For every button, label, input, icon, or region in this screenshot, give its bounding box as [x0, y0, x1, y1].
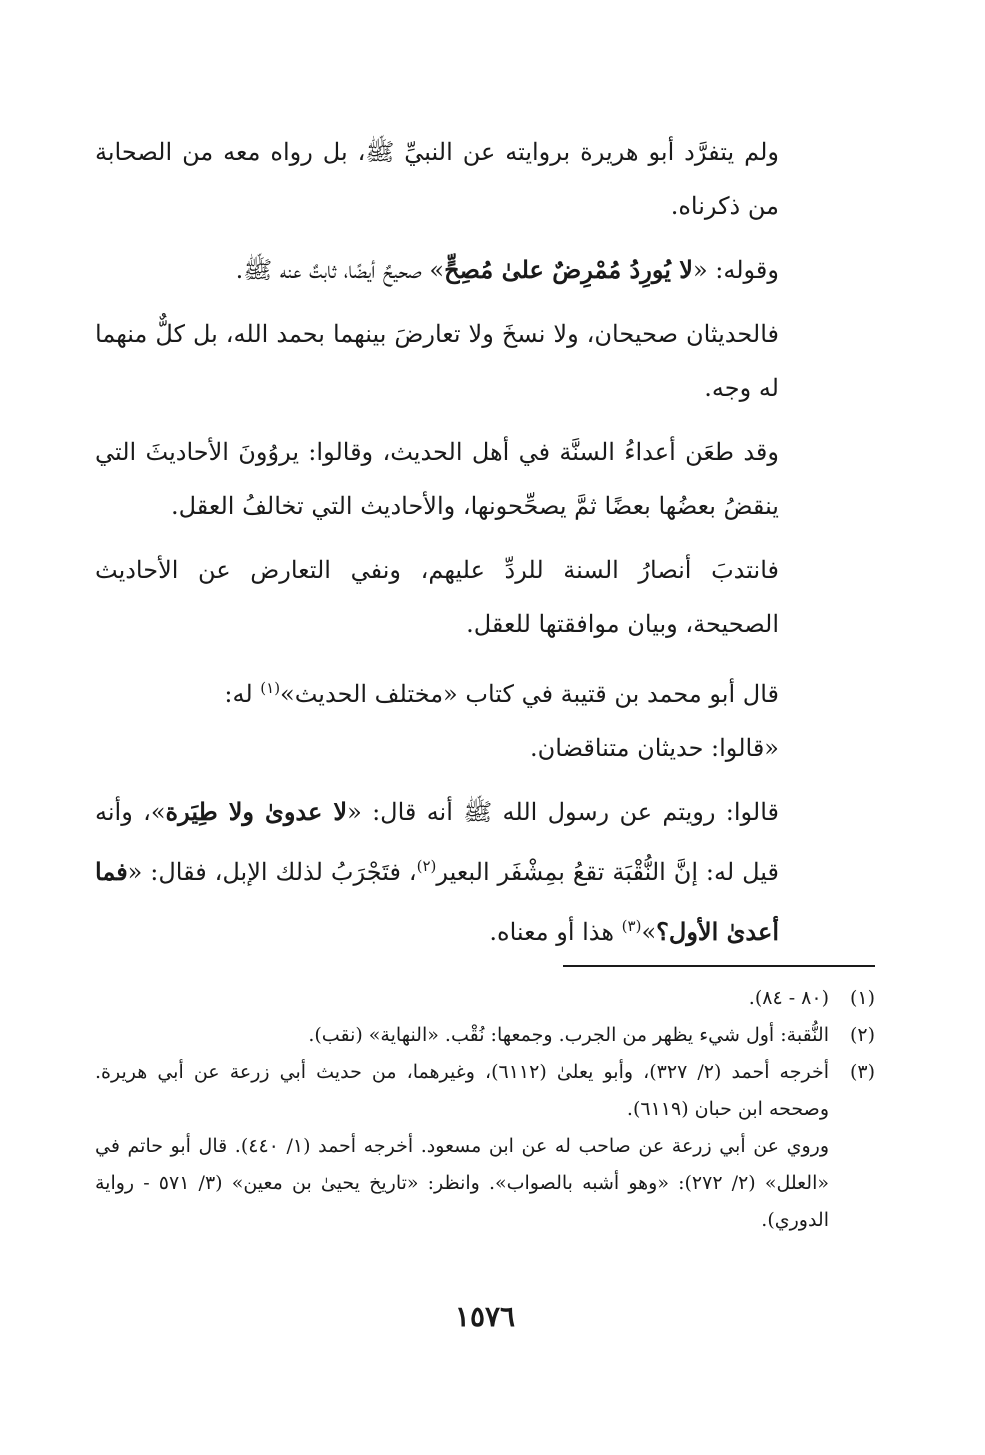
footnote-2 [95, 1017, 875, 1054]
paragraph-5 [95, 543, 875, 651]
paragraph-8-d: » [641, 918, 657, 946]
paragraph-7 [95, 721, 875, 775]
footnote-text: النُّقبة: أول شيء يظهر من الجرب. وجمعها: نُقْب. «النهاية» (نقب). [308, 1024, 829, 1046]
footnote-1 [95, 980, 875, 1017]
paragraph-6 [95, 661, 875, 721]
paragraph-2-lead: وقوله: « [692, 256, 779, 284]
footnote-text: (٨٠ - ٨٤). [748, 987, 829, 1009]
footnote-separator [563, 965, 875, 967]
paragraph-3 [95, 307, 875, 415]
footnote-text: أخرجه أحمد (٢/ ٣٢٧)، وأبو يعلىٰ (٦١١٢)، وغيرهما، من حديث أبي زرعة عن أبي هريرة. وصححه ابن حبان (٦١١٩). [95, 1061, 829, 1120]
book-page [95, 0, 875, 1455]
main-text [95, 125, 875, 969]
footnote-ref-2: (٢) [416, 857, 437, 875]
hadith-quote-2: لا عدوىٰ ولا طِيَرة [165, 797, 348, 826]
page-number: ١٥٧٦ [454, 1300, 516, 1333]
paragraph-5-text: فانتدبَ أنصارُ السنة للردِّ عليهم، ونفي التعارض عن الأحاديث الصحيحة، وبيان موافقتها للعقل. [95, 556, 779, 638]
hadith-quote-3: فما أعدىٰ الأول؟ [95, 857, 779, 946]
paragraph-3-text: فالحديثان صحيحان، ولا نسخَ ولا تعارضَ بينهما بحمد الله، بل كلٌّ منهما له وجه. [95, 320, 779, 402]
paragraph-7-text: «قالوا: حديثان متناقضان. [530, 734, 779, 762]
paragraph-8 [95, 785, 875, 959]
footnote-3 [95, 1054, 875, 1128]
footnote-number: (٣) [849, 1061, 875, 1083]
footnote-ref-3: (٣) [621, 917, 642, 935]
paragraph-4-text: وقد طعَن أعداءُ السنَّة في أهل الحديث، وقالوا: يروُونَ الأحاديثَ التي ينقضُ بعضُها بعضًا ثمَّ يصحِّحونها، والأحاديث التي تخالفُ العقل. [95, 438, 779, 520]
paragraph-1-text: ولم يتفرَّد أبو هريرة بروايته عن النبيِّ ﷺ، بل رواه معه من الصحابة من ذكرناه. [95, 138, 779, 220]
hadith-quote: لا يُورِدُ مُمْرِضٌ علىٰ مُصِحٍّ [444, 255, 693, 284]
paragraph-8-a: قالوا: رويتم عن رسول الله ﷺ أنه قال: « [347, 798, 779, 826]
footnote-number: (٢) [849, 1024, 875, 1046]
footnote-ref-1: (١) [260, 679, 281, 697]
paragraph-8-b: »، وأنه قيل له: إنَّ النُّقْبَة تقعُ بمِشْفَر البعير [95, 798, 779, 886]
footnote-number: (١) [849, 987, 875, 1009]
paragraph-6-lead: قال أبو محمد بن قتيبة في كتاب «مختلف الحديث» [280, 680, 779, 708]
paragraph-2-tail: » صحيحٌ أيضًا، ثابتٌ عنه ﷺ. [235, 256, 445, 284]
paragraph-8-e: هذا أو معناه. [489, 918, 622, 946]
paragraph-2 [95, 243, 875, 297]
paragraph-8-c: ، فتَجْرَبُ لذلك الإبل، فقال: « [127, 858, 417, 886]
paragraph-1 [95, 125, 875, 233]
paragraph-4 [95, 425, 875, 533]
paragraph-6-tail: له: [224, 680, 261, 708]
footnote-3-continuation: وروي عن أبي زرعة عن صاحب له عن ابن مسعود. أخرجه أحمد (١/ ٤٤٠). قال أبو حاتم في «العلل» (٢/ ٢٧٢): «وهو أشبه بالصواب». وانظر: «تاريخ يحيىٰ بن معين» (٣/ ٥٧١ - رواية الدوري). [95, 1135, 829, 1231]
footnotes [95, 980, 875, 1239]
